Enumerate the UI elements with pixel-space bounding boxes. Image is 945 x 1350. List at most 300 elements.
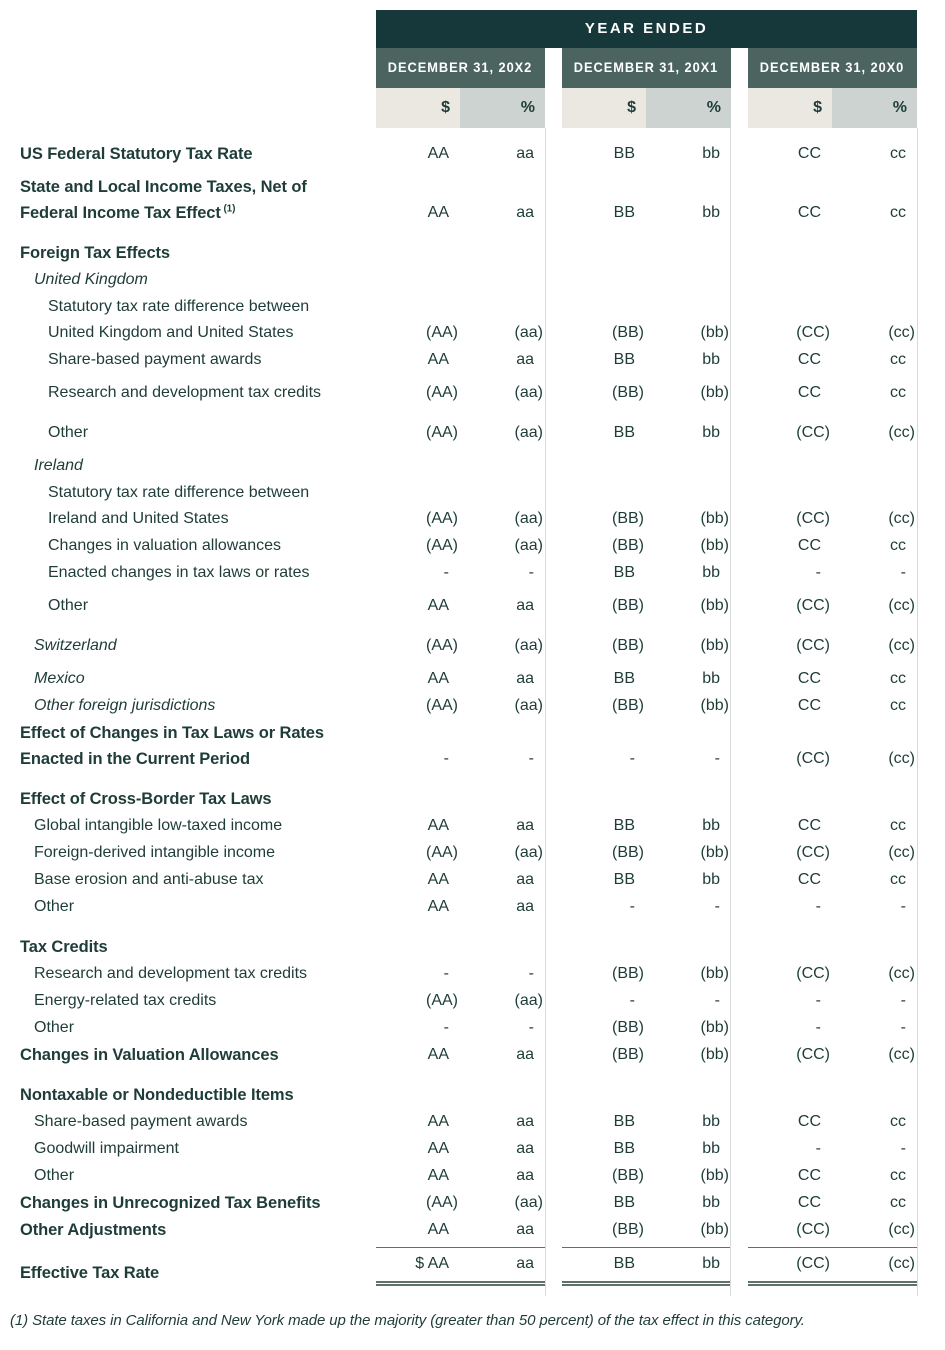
dollar-value: - bbox=[443, 564, 449, 581]
dollar-value: - bbox=[629, 898, 635, 915]
dollar-value: BB bbox=[613, 204, 635, 221]
percent-value: cc bbox=[890, 351, 906, 368]
table-row bbox=[20, 1217, 945, 1243]
percent-value: (bb) bbox=[700, 510, 729, 527]
value-group-20x1 bbox=[562, 320, 731, 346]
percent-value: bb bbox=[702, 1140, 720, 1157]
percent-value: aa bbox=[516, 1140, 534, 1157]
value-group-20x0 bbox=[748, 533, 917, 559]
value-group-20x0 bbox=[748, 1109, 917, 1135]
year-ended-header: YEAR ENDED bbox=[376, 10, 917, 48]
dollar-value: (CC) bbox=[796, 324, 830, 341]
dollar-column-header: $ bbox=[748, 88, 832, 128]
percent-value: (aa) bbox=[514, 1194, 543, 1211]
percent-value: bb bbox=[702, 424, 720, 441]
row-label: Foreign Tax Effects bbox=[20, 244, 170, 262]
percent-column-header: % bbox=[832, 88, 917, 128]
column-divider bbox=[730, 128, 731, 1296]
percent-value: - bbox=[528, 750, 534, 767]
value-group-20x1 bbox=[562, 141, 731, 167]
percent-value: (bb) bbox=[700, 1167, 729, 1184]
table-row bbox=[20, 560, 945, 586]
value-group-20x1 bbox=[562, 961, 731, 987]
row-label: Nontaxable or Nondeductible Items bbox=[20, 1086, 294, 1104]
value-group-20x1 bbox=[562, 867, 731, 893]
row-label: United Kingdom bbox=[34, 271, 148, 288]
dollar-value: CC bbox=[797, 537, 821, 554]
table-row bbox=[20, 480, 945, 532]
percent-value: aa bbox=[516, 871, 534, 888]
table-row bbox=[20, 1042, 945, 1068]
percent-value: cc bbox=[890, 1113, 906, 1130]
dollar-value: BB bbox=[613, 817, 635, 834]
dollar-value: (BB) bbox=[612, 637, 644, 654]
dollar-value: CC bbox=[797, 871, 821, 888]
dollar-value: AA bbox=[427, 871, 449, 888]
percent-value: - bbox=[714, 898, 720, 915]
column-gap bbox=[731, 48, 748, 88]
dollar-value: AA bbox=[427, 817, 449, 834]
table-row bbox=[20, 666, 945, 692]
percent-value: - bbox=[900, 1019, 906, 1036]
percent-value: cc bbox=[890, 1167, 906, 1184]
percent-value: bb bbox=[702, 564, 720, 581]
table-row bbox=[20, 1109, 945, 1135]
row-label: Enacted changes in tax laws or rates bbox=[48, 564, 310, 581]
period-label: DECEMBER 31, 20X0 bbox=[760, 60, 905, 75]
value-group-20x0 bbox=[748, 1136, 917, 1162]
percent-value: aa bbox=[516, 1113, 534, 1130]
percent-value: (cc) bbox=[888, 844, 915, 861]
footnote: (1) State taxes in California and New York made up the majority (greater than 50 percent) of the tax effect in this category. bbox=[10, 1312, 805, 1329]
dollar-value: - bbox=[443, 1019, 449, 1036]
period-header-20x0 bbox=[748, 48, 917, 88]
dollar-value: (CC) bbox=[796, 637, 830, 654]
value-group-20x2 bbox=[376, 961, 545, 987]
value-group-20x1 bbox=[562, 560, 731, 586]
dollar-value: (AA) bbox=[426, 637, 458, 654]
value-group-20x2 bbox=[376, 1163, 545, 1189]
dollar-value: (CC) bbox=[796, 1255, 830, 1272]
value-group-20x0 bbox=[748, 867, 917, 893]
table-row bbox=[20, 961, 945, 987]
row-label: Mexico bbox=[34, 670, 85, 687]
dollar-value: (CC) bbox=[796, 424, 830, 441]
value-group-20x1 bbox=[562, 1163, 731, 1189]
table-row bbox=[20, 813, 945, 839]
dollar-value: AA bbox=[427, 145, 449, 162]
row-label: Base erosion and anti-abuse tax bbox=[34, 871, 264, 888]
value-group-20x2 bbox=[376, 506, 545, 532]
unit-group-20x0 bbox=[748, 88, 917, 128]
percent-value: aa bbox=[516, 597, 534, 614]
table-row bbox=[20, 1163, 945, 1189]
percent-value: (cc) bbox=[888, 1221, 915, 1238]
value-group-20x0 bbox=[748, 593, 917, 619]
value-group-20x2 bbox=[376, 320, 545, 346]
row-label: Statutory tax rate difference between United Kingdom and United States bbox=[48, 298, 310, 341]
dollar-value: BB bbox=[613, 1140, 635, 1157]
dollar-value: (AA) bbox=[426, 844, 458, 861]
value-group-20x2 bbox=[376, 1109, 545, 1135]
value-group-20x0 bbox=[748, 1163, 917, 1189]
period-header-20x1 bbox=[562, 48, 731, 88]
dollar-value: (BB) bbox=[612, 1221, 644, 1238]
value-group-20x1 bbox=[562, 813, 731, 839]
row-label: Global intangible low-taxed income bbox=[34, 817, 283, 834]
dollar-value: BB bbox=[613, 1194, 635, 1211]
row-label: Effect of Cross-Border Tax Laws bbox=[20, 790, 272, 808]
value-group-20x2 bbox=[376, 633, 545, 659]
period-header-20x2 bbox=[376, 48, 545, 88]
percent-value: aa bbox=[516, 670, 534, 687]
percent-value: aa bbox=[516, 1221, 534, 1238]
dollar-value: (CC) bbox=[796, 965, 830, 982]
percent-value: bb bbox=[702, 1194, 720, 1211]
dollar-value: CC bbox=[797, 1113, 821, 1130]
percent-value: (cc) bbox=[888, 510, 915, 527]
percent-value: (bb) bbox=[700, 384, 729, 401]
value-group-20x1 bbox=[562, 593, 731, 619]
value-group-20x1 bbox=[562, 200, 731, 226]
dollar-value: (BB) bbox=[612, 965, 644, 982]
value-group-20x2 bbox=[376, 988, 545, 1014]
table-row bbox=[20, 988, 945, 1014]
percent-value: (bb) bbox=[700, 965, 729, 982]
percent-value: - bbox=[900, 1140, 906, 1157]
value-group-20x0 bbox=[748, 961, 917, 987]
dollar-value: BB bbox=[613, 564, 635, 581]
percent-column-header: % bbox=[646, 88, 731, 128]
dollar-value: CC bbox=[797, 697, 821, 714]
percent-value: (cc) bbox=[888, 424, 915, 441]
percent-value: bb bbox=[702, 351, 720, 368]
table-row bbox=[20, 1082, 945, 1108]
value-group-20x0 bbox=[748, 1217, 917, 1243]
percent-value: - bbox=[900, 992, 906, 1009]
dollar-value: - bbox=[629, 992, 635, 1009]
dollar-value: (CC) bbox=[796, 597, 830, 614]
value-group-20x2 bbox=[376, 380, 545, 406]
percent-column-header: % bbox=[460, 88, 545, 128]
value-group-20x2 bbox=[376, 560, 545, 586]
dollar-value: - bbox=[629, 750, 635, 767]
table-row bbox=[20, 174, 945, 226]
percent-value: aa bbox=[516, 1167, 534, 1184]
value-group-20x0 bbox=[748, 633, 917, 659]
dollar-value: CC bbox=[797, 1167, 821, 1184]
value-group-20x1 bbox=[562, 1217, 731, 1243]
value-group-20x0 bbox=[748, 988, 917, 1014]
value-group-20x1 bbox=[562, 988, 731, 1014]
value-group-20x1 bbox=[562, 840, 731, 866]
dollar-value: CC bbox=[797, 1194, 821, 1211]
dollar-value: AA bbox=[427, 1046, 449, 1063]
table-row bbox=[20, 240, 945, 266]
value-group-20x2 bbox=[376, 813, 545, 839]
percent-value: (cc) bbox=[888, 750, 915, 767]
percent-value: bb bbox=[702, 1113, 720, 1130]
dollar-value: CC bbox=[797, 817, 821, 834]
value-group-20x0 bbox=[748, 693, 917, 719]
value-group-20x2 bbox=[376, 593, 545, 619]
table-row bbox=[20, 593, 945, 619]
table-row bbox=[20, 894, 945, 920]
dollar-value: CC bbox=[797, 384, 821, 401]
dollar-value: - bbox=[815, 1019, 821, 1036]
row-label: Switzerland bbox=[34, 637, 117, 654]
value-group-20x0 bbox=[748, 560, 917, 586]
table-row bbox=[20, 453, 945, 479]
dollar-value: AA bbox=[427, 1221, 449, 1238]
column-gap bbox=[731, 88, 748, 128]
row-label: Share-based payment awards bbox=[48, 351, 262, 368]
percent-value: cc bbox=[890, 384, 906, 401]
dollar-value: - bbox=[815, 898, 821, 915]
dollar-value: AA bbox=[427, 670, 449, 687]
percent-value: aa bbox=[516, 1046, 534, 1063]
row-label: Foreign-derived intangible income bbox=[34, 844, 276, 861]
dollar-value: (BB) bbox=[612, 844, 644, 861]
percent-value: (cc) bbox=[888, 965, 915, 982]
dollar-value: AA bbox=[427, 1113, 449, 1130]
dollar-value: (BB) bbox=[612, 537, 644, 554]
value-group-20x0 bbox=[748, 746, 917, 772]
value-group-20x0 bbox=[748, 506, 917, 532]
value-group-20x1 bbox=[562, 533, 731, 559]
dollar-value: (AA) bbox=[426, 992, 458, 1009]
unit-header-row bbox=[376, 88, 917, 128]
value-group-20x2 bbox=[376, 1247, 545, 1286]
value-group-20x0 bbox=[748, 380, 917, 406]
dollar-value: (AA) bbox=[426, 324, 458, 341]
percent-value: bb bbox=[702, 204, 720, 221]
value-group-20x2 bbox=[376, 533, 545, 559]
value-group-20x2 bbox=[376, 1190, 545, 1216]
percent-value: cc bbox=[890, 204, 906, 221]
dollar-value: - bbox=[443, 750, 449, 767]
percent-value: - bbox=[528, 965, 534, 982]
table-row bbox=[20, 1190, 945, 1216]
percent-value: (aa) bbox=[514, 384, 543, 401]
table-row bbox=[20, 867, 945, 893]
dollar-value: CC bbox=[797, 145, 821, 162]
row-label: Research and development tax credits bbox=[48, 384, 322, 401]
dollar-value: (BB) bbox=[612, 510, 644, 527]
value-group-20x1 bbox=[562, 347, 731, 373]
percent-value: cc bbox=[890, 1194, 906, 1211]
value-group-20x1 bbox=[562, 894, 731, 920]
percent-value: (bb) bbox=[700, 1019, 729, 1036]
dollar-value: BB bbox=[613, 145, 635, 162]
percent-value: (cc) bbox=[888, 324, 915, 341]
dollar-value: BB bbox=[613, 1113, 635, 1130]
percent-value: aa bbox=[516, 351, 534, 368]
value-group-20x2 bbox=[376, 666, 545, 692]
dollar-column-header: $ bbox=[376, 88, 460, 128]
dollar-value: BB bbox=[613, 424, 635, 441]
dollar-value: (AA) bbox=[426, 384, 458, 401]
dollar-value: BB bbox=[613, 670, 635, 687]
percent-value: (cc) bbox=[888, 637, 915, 654]
value-group-20x0 bbox=[748, 200, 917, 226]
percent-value: (cc) bbox=[888, 597, 915, 614]
percent-value: - bbox=[528, 564, 534, 581]
table-row bbox=[20, 1015, 945, 1041]
percent-value: (aa) bbox=[514, 697, 543, 714]
percent-value: cc bbox=[890, 817, 906, 834]
value-group-20x2 bbox=[376, 1136, 545, 1162]
value-group-20x2 bbox=[376, 200, 545, 226]
value-group-20x1 bbox=[562, 1015, 731, 1041]
dollar-value: AA bbox=[427, 1140, 449, 1157]
percent-value: aa bbox=[516, 817, 534, 834]
column-divider bbox=[917, 128, 918, 1296]
dollar-value: AA bbox=[427, 1167, 449, 1184]
row-label: Effect of Changes in Tax Laws or Rates Enacted in the Current Period bbox=[20, 724, 324, 768]
percent-value: (bb) bbox=[700, 844, 729, 861]
dollar-value: (AA) bbox=[426, 510, 458, 527]
unit-group-20x2 bbox=[376, 88, 545, 128]
row-label: Other bbox=[48, 424, 89, 441]
value-group-20x2 bbox=[376, 141, 545, 167]
dollar-value: (BB) bbox=[612, 324, 644, 341]
percent-value: (bb) bbox=[700, 637, 729, 654]
value-group-20x2 bbox=[376, 1015, 545, 1041]
row-label: Tax Credits bbox=[20, 938, 108, 956]
table-row bbox=[20, 294, 945, 346]
percent-value: (bb) bbox=[700, 537, 729, 554]
dollar-value: BB bbox=[613, 351, 635, 368]
percent-value: (bb) bbox=[700, 324, 729, 341]
percent-value: (aa) bbox=[514, 510, 543, 527]
row-label: Share-based payment awards bbox=[34, 1113, 248, 1130]
value-group-20x2 bbox=[376, 894, 545, 920]
dollar-value: AA bbox=[427, 204, 449, 221]
percent-value: (aa) bbox=[514, 537, 543, 554]
dollar-value: AA bbox=[427, 898, 449, 915]
dollar-value: (BB) bbox=[612, 597, 644, 614]
value-group-20x1 bbox=[562, 746, 731, 772]
table-row bbox=[20, 141, 945, 167]
row-label: Effective Tax Rate bbox=[20, 1264, 160, 1282]
table-row bbox=[20, 347, 945, 373]
dollar-value: (AA) bbox=[426, 424, 458, 441]
row-label: Other bbox=[34, 1167, 75, 1184]
table-row bbox=[20, 420, 945, 446]
dollar-value: - bbox=[815, 1140, 821, 1157]
percent-value: - bbox=[900, 898, 906, 915]
dollar-value: (BB) bbox=[612, 697, 644, 714]
dollar-value: (AA) bbox=[426, 537, 458, 554]
percent-value: cc bbox=[890, 670, 906, 687]
percent-value: aa bbox=[516, 145, 534, 162]
value-group-20x1 bbox=[562, 693, 731, 719]
percent-value: - bbox=[714, 992, 720, 1009]
column-divider bbox=[545, 128, 546, 1296]
percent-value: bb bbox=[702, 670, 720, 687]
value-group-20x2 bbox=[376, 867, 545, 893]
dollar-value: - bbox=[443, 965, 449, 982]
dollar-column-header: $ bbox=[562, 88, 646, 128]
dollar-value: (BB) bbox=[612, 384, 644, 401]
row-label: Changes in Valuation Allowances bbox=[20, 1046, 279, 1064]
value-group-20x0 bbox=[748, 420, 917, 446]
dollar-value: CC bbox=[797, 670, 821, 687]
percent-value: - bbox=[900, 564, 906, 581]
percent-value: cc bbox=[890, 697, 906, 714]
value-group-20x2 bbox=[376, 693, 545, 719]
row-label: Ireland bbox=[34, 457, 83, 474]
percent-value: cc bbox=[890, 871, 906, 888]
unit-group-20x1 bbox=[562, 88, 731, 128]
row-label: Other bbox=[48, 597, 89, 614]
percent-value: (bb) bbox=[700, 597, 729, 614]
percent-value: (bb) bbox=[700, 1046, 729, 1063]
value-group-20x0 bbox=[748, 666, 917, 692]
dollar-value: BB bbox=[613, 1255, 635, 1272]
value-group-20x1 bbox=[562, 1042, 731, 1068]
percent-value: (aa) bbox=[514, 992, 543, 1009]
value-group-20x1 bbox=[562, 506, 731, 532]
value-group-20x1 bbox=[562, 633, 731, 659]
value-group-20x2 bbox=[376, 1217, 545, 1243]
percent-value: (bb) bbox=[700, 1221, 729, 1238]
percent-value: bb bbox=[702, 817, 720, 834]
value-group-20x0 bbox=[748, 1015, 917, 1041]
value-group-20x1 bbox=[562, 1190, 731, 1216]
dollar-value: (BB) bbox=[612, 1019, 644, 1036]
table-row bbox=[20, 693, 945, 719]
value-group-20x0 bbox=[748, 894, 917, 920]
dollar-value: CC bbox=[797, 351, 821, 368]
percent-value: (aa) bbox=[514, 844, 543, 861]
dollar-value: (AA) bbox=[426, 1194, 458, 1211]
value-group-20x0 bbox=[748, 141, 917, 167]
value-group-20x1 bbox=[562, 1247, 731, 1286]
value-group-20x0 bbox=[748, 1247, 917, 1286]
dollar-value: (CC) bbox=[796, 750, 830, 767]
table-row bbox=[20, 380, 945, 406]
table-row bbox=[20, 934, 945, 960]
dollar-value: AA bbox=[427, 351, 449, 368]
value-group-20x0 bbox=[748, 347, 917, 373]
percent-value: - bbox=[714, 750, 720, 767]
percent-value: bb bbox=[702, 1255, 720, 1272]
row-label: State and Local Income Taxes, Net of Federal Income Tax Effect $^{(1)}$ bbox=[20, 178, 307, 222]
value-group-20x1 bbox=[562, 666, 731, 692]
value-group-20x1 bbox=[562, 420, 731, 446]
dollar-value: $ AA bbox=[415, 1255, 449, 1272]
percent-value: (cc) bbox=[888, 1046, 915, 1063]
percent-value: aa bbox=[516, 1255, 534, 1272]
row-label: Goodwill impairment bbox=[34, 1140, 179, 1157]
table-body bbox=[0, 128, 945, 1296]
row-label: Other bbox=[34, 898, 75, 915]
period-label: DECEMBER 31, 20X2 bbox=[388, 60, 533, 75]
table-row bbox=[20, 786, 945, 812]
percent-value: cc bbox=[890, 145, 906, 162]
value-group-20x0 bbox=[748, 840, 917, 866]
value-group-20x1 bbox=[562, 1136, 731, 1162]
value-group-20x2 bbox=[376, 1042, 545, 1068]
dollar-value: (CC) bbox=[796, 510, 830, 527]
percent-value: (bb) bbox=[700, 697, 729, 714]
value-group-20x0 bbox=[748, 320, 917, 346]
table-row bbox=[20, 1136, 945, 1162]
percent-value: bb bbox=[702, 145, 720, 162]
table-row bbox=[20, 720, 945, 772]
